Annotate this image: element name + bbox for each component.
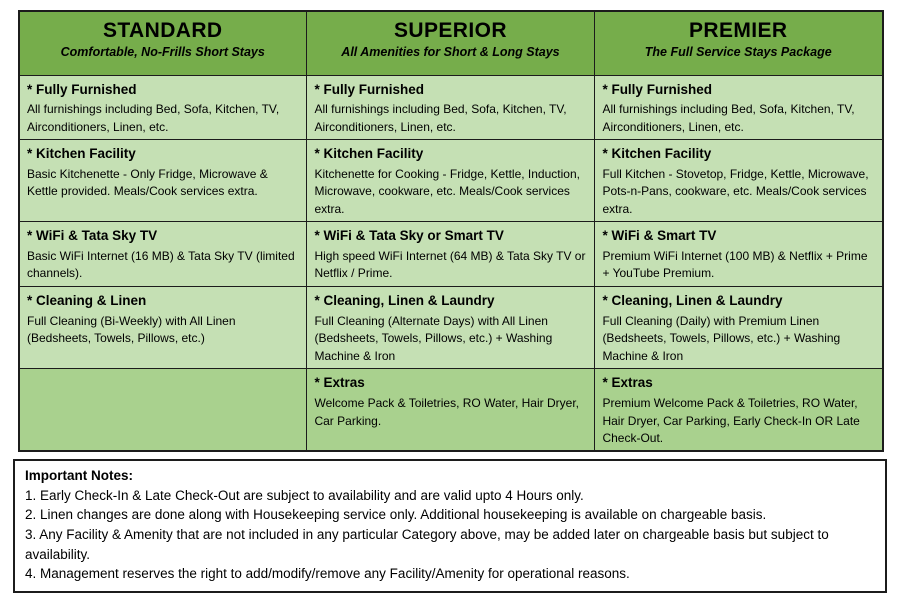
package-tagline-standard: Comfortable, No-Frills Short Stays [60, 45, 265, 60]
column-header-premier [595, 11, 883, 75]
cell-standard-kitchen [19, 140, 307, 222]
cell-superior-wifi [307, 222, 595, 287]
cell-standard-cleaning [19, 287, 307, 369]
note-line-3: 3. Any Facility & Amenity that are not included in any particular Category above, may be added later on chargeable basis but subject to availability. [25, 526, 829, 562]
feature-title: * Kitchen Facility [602, 146, 712, 162]
cell-standard-fully-furnished [19, 75, 307, 140]
feature-title: * Fully Furnished [27, 81, 137, 97]
feature-description: Premium WiFi Internet (100 MB) & Netflix + Prime + YouTube Premium. [602, 249, 868, 281]
cell-premier-kitchen [595, 140, 883, 222]
package-tagline-premier: The Full Service Stays Package [644, 45, 832, 60]
feature-description: All furnishings including Bed, Sofa, Kitchen, TV, Airconditioners, Linen, etc. [314, 102, 567, 134]
feature-description: High speed WiFi Internet (64 MB) & Tata Sky TV or Netflix / Prime. [314, 249, 586, 281]
feature-title: * Cleaning, Linen & Laundry [602, 293, 783, 309]
feature-title: * Cleaning & Linen [27, 293, 147, 309]
note-line-4: 4. Management reserves the right to add/modify/remove any Facility/Amenity for operational reasons. [25, 566, 630, 582]
cell-superior-kitchen [307, 140, 595, 222]
cell-standard-extras-empty [19, 369, 307, 452]
feature-description: Premium Welcome Pack & Toiletries, RO Water, Hair Dryer, Car Parking, Early Check-In OR Late Check-Out. [602, 396, 860, 445]
feature-description: All furnishings including Bed, Sofa, Kitchen, TV, Airconditioners, Linen, etc. [27, 102, 280, 134]
package-comparison-table [18, 10, 884, 452]
note-line-2: 2. Linen changes are done along with Housekeeping service only. Additional housekeeping is available on chargeable basis. [25, 507, 767, 523]
feature-description: Basic WiFi Internet (16 MB) & Tata Sky TV (limited channels). [27, 249, 295, 281]
row-cleaning-linen [19, 287, 883, 369]
note-line-1: 1. Early Check-In & Late Check-Out are subject to availability and are valid upto 4 Hours only. [25, 487, 584, 503]
feature-title: * Fully Furnished [314, 81, 424, 97]
feature-title: * WiFi & Tata Sky or Smart TV [314, 228, 504, 244]
cell-standard-wifi [19, 222, 307, 287]
feature-title: * WiFi & Tata Sky TV [27, 228, 158, 244]
feature-title: * Kitchen Facility [314, 146, 424, 162]
feature-title: * Fully Furnished [602, 81, 712, 97]
package-name-standard: STANDARD [102, 19, 223, 42]
feature-title: * Kitchen Facility [27, 146, 136, 162]
package-tagline-superior: All Amenities for Short & Long Stays [341, 45, 560, 60]
feature-description: Full Cleaning (Bi-Weekly) with All Linen (Bedsheets, Towels, Pillows, etc.) [27, 314, 236, 346]
cell-premier-cleaning [595, 287, 883, 369]
important-notes-box [13, 459, 887, 592]
package-name-superior: SUPERIOR [394, 19, 507, 42]
cell-superior-extras [307, 369, 595, 452]
feature-title: * Cleaning, Linen & Laundry [314, 293, 495, 309]
row-kitchen-facility [19, 140, 883, 222]
feature-description: Full Cleaning (Alternate Days) with All Linen (Bedsheets, Towels, Pillows, etc.) + Washing Machine & Iron [314, 314, 553, 363]
feature-description: Kitchenette for Cooking - Fridge, Kettle, Induction, Microwave, cookware, etc. Meals/Cook services extra. [314, 167, 580, 216]
feature-title: * Extras [314, 375, 365, 391]
cell-superior-fully-furnished [307, 75, 595, 140]
column-header-standard [19, 11, 307, 75]
row-extras [19, 369, 883, 452]
important-notes-heading: Important Notes: [25, 468, 133, 484]
feature-title: * Extras [602, 375, 653, 391]
cell-superior-cleaning [307, 287, 595, 369]
feature-description: Welcome Pack & Toiletries, RO Water, Hair Dryer, Car Parking. [314, 396, 579, 428]
cell-premier-wifi [595, 222, 883, 287]
feature-description: Basic Kitchenette - Only Fridge, Microwave & Kettle provided. Meals/Cook services extra. [27, 167, 268, 199]
cell-premier-fully-furnished [595, 75, 883, 140]
row-wifi-tv [19, 222, 883, 287]
package-name-premier: PREMIER [688, 19, 788, 42]
feature-description: Full Cleaning (Daily) with Premium Linen (Bedsheets, Towels, Pillows, etc.) + Washing Machine & Iron [602, 314, 841, 363]
row-fully-furnished [19, 75, 883, 140]
header-row [19, 11, 883, 75]
feature-title: * WiFi & Smart TV [602, 228, 717, 244]
feature-description: All furnishings including Bed, Sofa, Kitchen, TV, Airconditioners, Linen, etc. [602, 102, 855, 134]
feature-description: Full Kitchen - Stovetop, Fridge, Kettle, Microwave, Pots-n-Pans, cookware, etc. Meals/Cook services extra. [602, 167, 869, 216]
column-header-superior [307, 11, 595, 75]
cell-premier-extras [595, 369, 883, 452]
